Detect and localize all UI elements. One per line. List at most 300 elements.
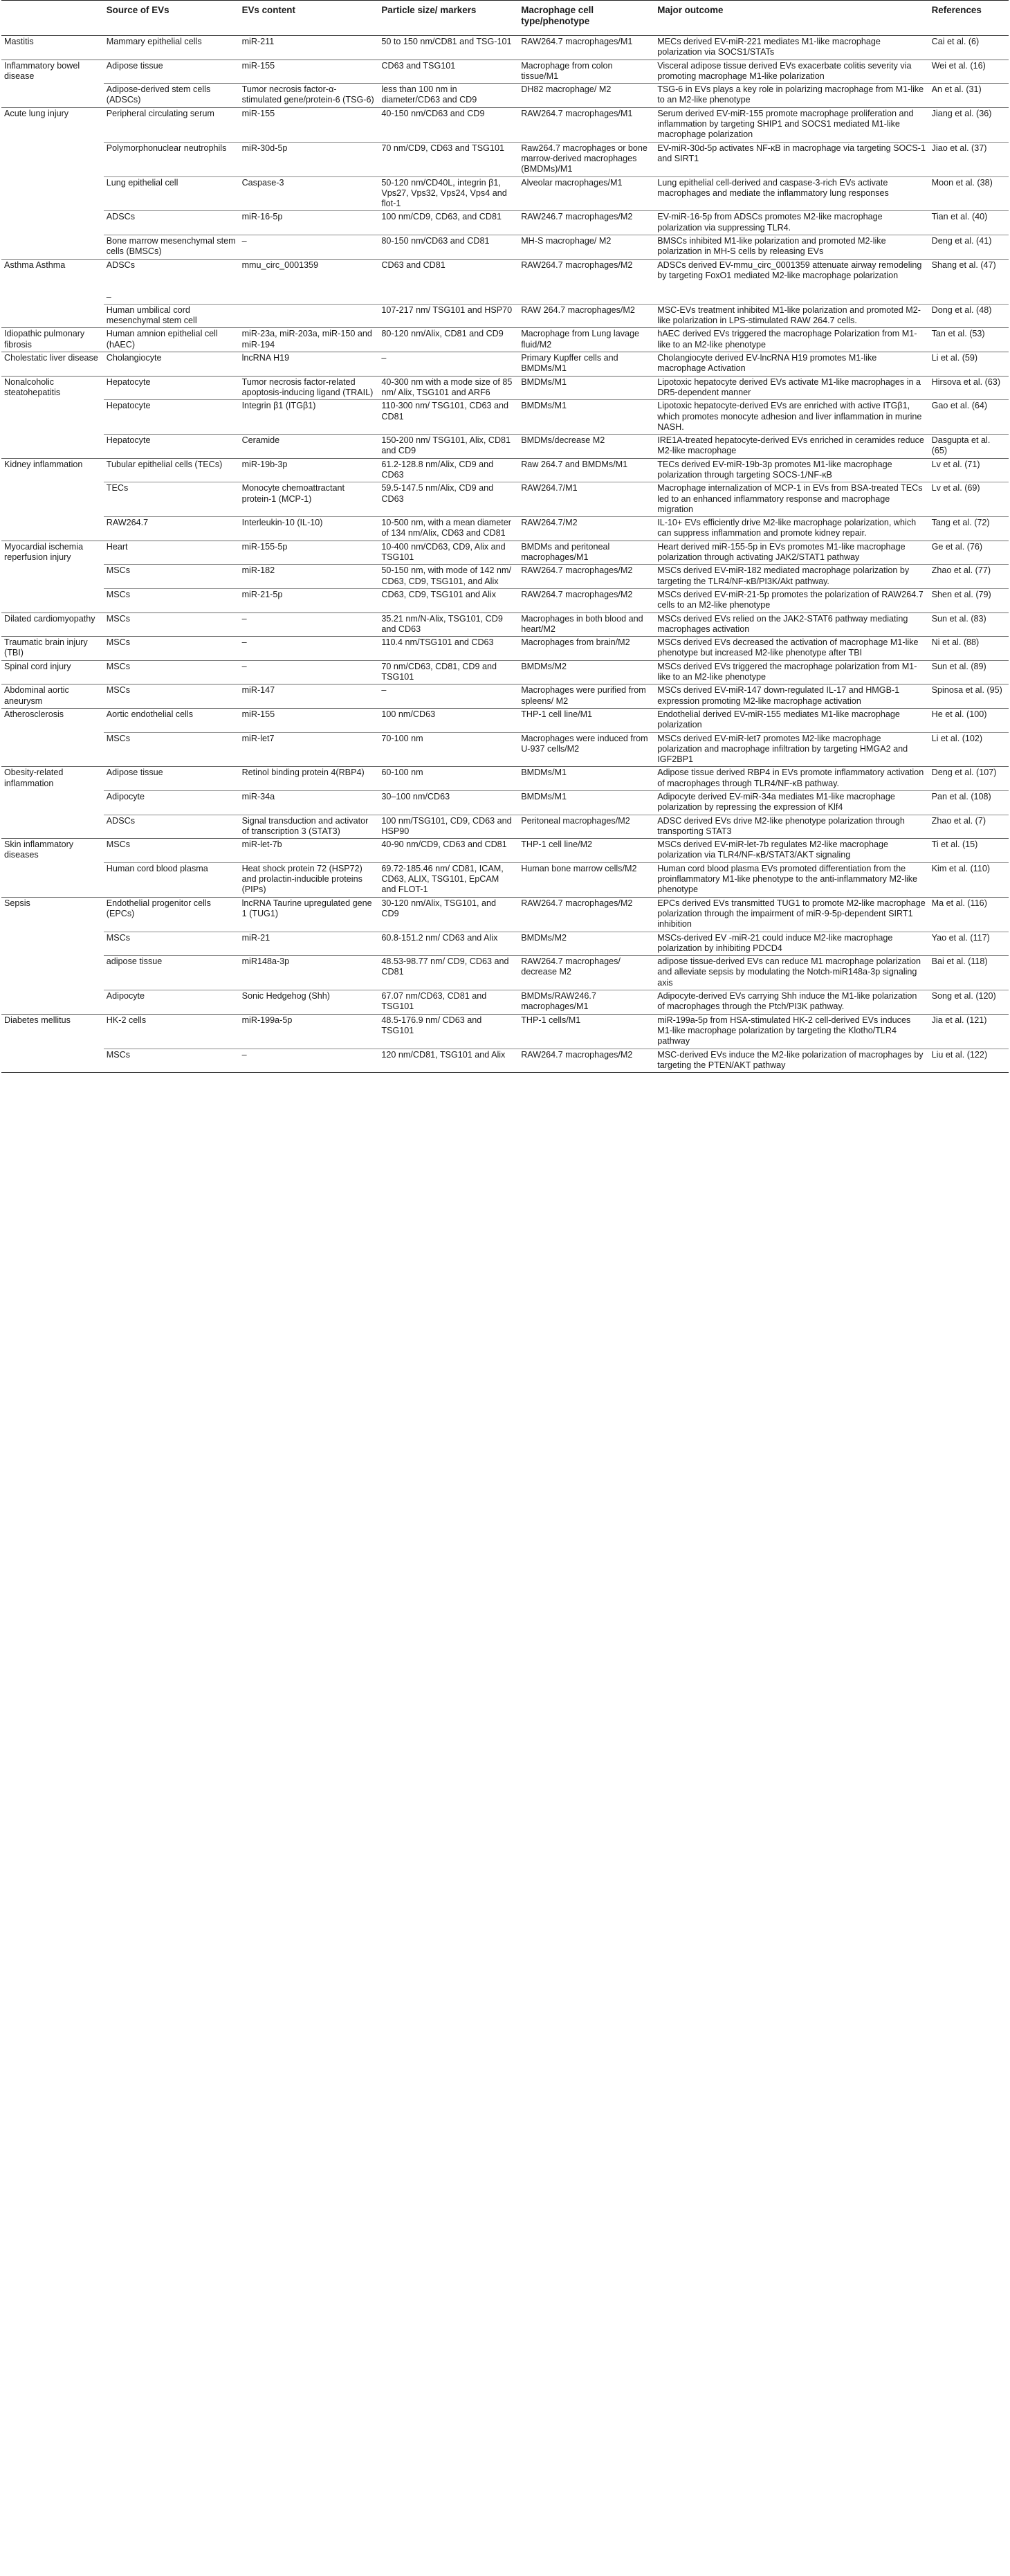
cell-outcome: MSCs derived EV-miR-21-5p promotes the polarization of RAW264.7 cells to an M2-like phenotype	[654, 588, 928, 613]
cell-reference: Shang et al. (47)	[929, 259, 1009, 304]
table-row	[1, 541, 1009, 565]
cell-macrophage: BMDMs/M1	[518, 400, 654, 435]
cell-reference: Ma et al. (116)	[929, 897, 1009, 932]
cell-disease: Nonalcoholic steatohepatitis	[1, 376, 104, 400]
cell-macrophage: BMDMs/M2	[518, 932, 654, 956]
cell-source: Adipose-derived stem cells (ADSCs)	[104, 84, 239, 108]
cell-particle-size: 110.4 nm/TSG101 and CD63	[378, 637, 518, 661]
cell-disease	[1, 1049, 104, 1073]
cell-reference: Song et al. (120)	[929, 990, 1009, 1015]
cell-reference: Li et al. (102)	[929, 732, 1009, 767]
cell-macrophage: RAW246.7 macrophages/M2	[518, 211, 654, 235]
cell-reference: Dasgupta et al. (65)	[929, 435, 1009, 459]
cell-disease: Cholestatic liver disease	[1, 352, 104, 377]
cell-particle-size: 100 nm/CD63	[378, 708, 518, 732]
table-row	[1, 990, 1009, 1015]
table-row	[1, 107, 1009, 142]
cell-outcome: MSCs derived EV-miR-147 down-regulated IL-17 and HMGB-1 expression promoting M2-like macrophage activation	[654, 684, 928, 709]
cell-disease: Myocardial ischemia reperfusion injury	[1, 541, 104, 565]
cell-ev-content: lncRNA H19	[239, 352, 379, 377]
cell-macrophage: RAW264.7 macrophages/M2	[518, 1049, 654, 1073]
cell-source: MSCs	[104, 660, 239, 684]
cell-disease: Asthma Asthma	[1, 259, 104, 304]
cell-macrophage: RAW264.7 macrophages/M2	[518, 565, 654, 589]
cell-macrophage: RAW264.7 macrophages/M1	[518, 107, 654, 142]
cell-macrophage: Peritoneal macrophages/M2	[518, 815, 654, 839]
cell-outcome: MSCs-derived EV -miR-21 could induce M2-like macrophage polarization by inhibiting PDCD4	[654, 932, 928, 956]
cell-disease: Idiopathic pulmonary fibrosis	[1, 328, 104, 352]
cell-source: HK-2 cells	[104, 1014, 239, 1049]
cell-reference: Kim et al. (110)	[929, 862, 1009, 897]
cell-particle-size: 120 nm/CD81, TSG101 and Alix	[378, 1049, 518, 1073]
table-row	[1, 1014, 1009, 1049]
cell-reference: Tang et al. (72)	[929, 517, 1009, 541]
cell-particle-size: 67.07 nm/CD63, CD81 and TSG101	[378, 990, 518, 1015]
cell-ev-content: Ceramide	[239, 435, 379, 459]
cell-reference: Ge et al. (76)	[929, 541, 1009, 565]
table-row	[1, 352, 1009, 377]
cell-macrophage: Alveolar macrophages/M1	[518, 176, 654, 211]
cell-particle-size: 50-120 nm/CD40L, integrin β1, Vps27, Vps32, Vps24, Vps4 and flot-1	[378, 176, 518, 211]
cell-disease	[1, 211, 104, 235]
cell-outcome: MSC-derived EVs induce the M2-like polarization of macrophages by targeting the PTEN/AKT pathway	[654, 1049, 928, 1073]
cell-particle-size: 35.21 nm/N-Alix, TSG101, CD9 and CD63	[378, 613, 518, 637]
cell-disease	[1, 862, 104, 897]
cell-source: MSCs	[104, 684, 239, 709]
table-row	[1, 211, 1009, 235]
cell-outcome: MSCs derived EV-miR-let7 promotes M2-like macrophage polarization and macrophage infiltration by targeting HMGA2 and IGF2BP1	[654, 732, 928, 767]
cell-particle-size: –	[378, 352, 518, 377]
cell-ev-content: miR-182	[239, 565, 379, 589]
cell-disease	[1, 932, 104, 956]
cell-ev-content: miR-34a	[239, 791, 379, 815]
cell-outcome: Macrophage internalization of MCP-1 in EVs from BSA-treated TECs led to an enhanced inflammatory response and macrophage migration	[654, 482, 928, 517]
table-row	[1, 815, 1009, 839]
cell-ev-content: Interleukin-10 (IL-10)	[239, 517, 379, 541]
cell-source: MSCs	[104, 565, 239, 589]
cell-reference: Ni et al. (88)	[929, 637, 1009, 661]
cell-source: Hepatocyte	[104, 435, 239, 459]
cell-reference: Jiao et al. (37)	[929, 142, 1009, 176]
cell-source: MSCs	[104, 732, 239, 767]
cell-disease	[1, 84, 104, 108]
cell-ev-content: miR-16-5p	[239, 211, 379, 235]
cell-source: Cholangiocyte	[104, 352, 239, 377]
cell-outcome: MSC-EVs treatment inhibited M1-like polarization and promoted M2-like polarization in LPS-stimulated RAW 264.7 cells.	[654, 304, 928, 328]
header-disease	[1, 1, 104, 36]
table-row	[1, 60, 1009, 84]
cell-particle-size: 59.5-147.5 nm/Alix, CD9 and CD63	[378, 482, 518, 517]
table-row	[1, 1049, 1009, 1073]
table-row	[1, 328, 1009, 352]
cell-outcome: TECs derived EV-miR-19b-3p promotes M1-like macrophage polarization through targeting SOCS-1/NF-κB	[654, 458, 928, 482]
cell-particle-size: 60.8-151.2 nm/ CD63 and Alix	[378, 932, 518, 956]
cell-source: Human umbilical cord mesenchymal stem cell	[104, 304, 239, 328]
cell-source: TECs	[104, 482, 239, 517]
cell-reference: Deng et al. (107)	[929, 767, 1009, 791]
cell-outcome: MSCs derived EVs relied on the JAK2-STAT6 pathway mediating macrophages activation	[654, 613, 928, 637]
table-row	[1, 36, 1009, 60]
table-row	[1, 176, 1009, 211]
cell-ev-content: Integrin β1 (ITGβ1)	[239, 400, 379, 435]
cell-macrophage: RAW264.7 macrophages/ decrease M2	[518, 956, 654, 990]
cell-ev-content: mmu_circ_0001359	[239, 259, 379, 304]
cell-disease: Atherosclerosis	[1, 708, 104, 732]
cell-ev-content: Heat shock protein 72 (HSP72) and prolactin-inducible proteins (PIPs)	[239, 862, 379, 897]
cell-disease: Obesity-related inflammation	[1, 767, 104, 791]
table-row	[1, 897, 1009, 932]
cell-source: Adipose tissue	[104, 60, 239, 84]
cell-ev-content: miR-23a, miR-203a, miR-150 and miR-194	[239, 328, 379, 352]
cell-reference: Li et al. (59)	[929, 352, 1009, 377]
cell-particle-size: 61.2-128.8 nm/Alix, CD9 and CD63	[378, 458, 518, 482]
cell-reference: Ti et al. (15)	[929, 839, 1009, 863]
cell-reference: Bai et al. (118)	[929, 956, 1009, 990]
cell-outcome: TSG-6 in EVs plays a key role in polarizing macrophage from M1-like to an M2-like phenotype	[654, 84, 928, 108]
cell-particle-size: 80-120 nm/Alix, CD81 and CD9	[378, 328, 518, 352]
ev-macrophage-table-container	[1, 0, 1009, 1073]
table-header-row	[1, 1, 1009, 36]
table-row	[1, 613, 1009, 637]
cell-ev-content: miR148a-3p	[239, 956, 379, 990]
cell-source: Adipose tissue	[104, 767, 239, 791]
cell-particle-size: 70 nm/CD63, CD81, CD9 and TSG101	[378, 660, 518, 684]
cell-reference: Liu et al. (122)	[929, 1049, 1009, 1073]
cell-source: adipose tissue	[104, 956, 239, 990]
cell-ev-content: miR-155-5p	[239, 541, 379, 565]
cell-ev-content: Tumor necrosis factor-α-stimulated gene/protein-6 (TSG-6)	[239, 84, 379, 108]
cell-macrophage: BMDMs and peritoneal macrophages/M1	[518, 541, 654, 565]
cell-outcome: Lung epithelial cell-derived and caspase-3-rich EVs activate macrophages and mediate the inflammatory lung responses	[654, 176, 928, 211]
cell-particle-size: CD63 and CD81	[378, 259, 518, 304]
cell-ev-content: –	[239, 613, 379, 637]
cell-reference: Cai et al. (6)	[929, 36, 1009, 60]
cell-disease	[1, 791, 104, 815]
cell-ev-content: –	[239, 1049, 379, 1073]
cell-outcome: Lipotoxic hepatocyte derived EVs activate M1-like macrophages in a DR5-dependent manner	[654, 376, 928, 400]
cell-particle-size: 107-217 nm/ TSG101 and HSP70	[378, 304, 518, 328]
cell-macrophage: Raw 264.7 and BMDMs/M1	[518, 458, 654, 482]
cell-ev-content: miR-let7	[239, 732, 379, 767]
cell-source: Polymorphonuclear neutrophils	[104, 142, 239, 176]
table-row	[1, 839, 1009, 863]
cell-source: MSCs	[104, 588, 239, 613]
cell-particle-size: 48.5-176.9 nm/ CD63 and TSG101	[378, 1014, 518, 1049]
cell-ev-content: miR-155	[239, 107, 379, 142]
cell-particle-size: 30-120 nm/Alix, TSG101, and CD9	[378, 897, 518, 932]
header-outcome: Major outcome	[654, 1, 928, 36]
cell-macrophage: THP-1 cells/M1	[518, 1014, 654, 1049]
cell-reference: Moon et al. (38)	[929, 176, 1009, 211]
cell-macrophage: BMDMs/M1	[518, 791, 654, 815]
header-macrophage: Macrophage cell type/phenotype	[518, 1, 654, 36]
cell-macrophage: BMDMs/M1	[518, 376, 654, 400]
table-row	[1, 767, 1009, 791]
table-row	[1, 956, 1009, 990]
cell-disease: Diabetes mellitus	[1, 1014, 104, 1049]
cell-disease: Abdominal aortic aneurysm	[1, 684, 104, 709]
table-row	[1, 708, 1009, 732]
cell-macrophage: Macrophages from brain/M2	[518, 637, 654, 661]
cell-outcome: hAEC derived EVs triggered the macrophage Polarization from M1-like to an M2-like phenotype	[654, 328, 928, 352]
cell-reference: Sun et al. (89)	[929, 660, 1009, 684]
cell-particle-size: 100 nm/CD9, CD63, and CD81	[378, 211, 518, 235]
cell-source: MSCs	[104, 839, 239, 863]
cell-disease	[1, 588, 104, 613]
cell-ev-content: lncRNA Taurine upregulated gene 1 (TUG1)	[239, 897, 379, 932]
cell-reference: Lv et al. (71)	[929, 458, 1009, 482]
cell-macrophage: MH-S macrophage/ M2	[518, 235, 654, 260]
table-body	[1, 36, 1009, 1073]
cell-disease	[1, 990, 104, 1015]
cell-particle-size: 69.72-185.46 nm/ CD81, ICAM, CD63, ALIX, TSG101, EpCAM and FLOT-1	[378, 862, 518, 897]
cell-macrophage: Macrophages were induced from U-937 cells/M2	[518, 732, 654, 767]
cell-reference: An et al. (31)	[929, 84, 1009, 108]
cell-macrophage: THP-1 cell line/M1	[518, 708, 654, 732]
cell-outcome: MECs derived EV-miR-221 mediates M1-like macrophage polarization via SOCS1/STATs	[654, 36, 928, 60]
cell-disease: Inflammatory bowel disease	[1, 60, 104, 84]
cell-outcome: EPCs derived EVs transmitted TUG1 to promote M2-like macrophage polarization through the impairment of miR-9-5p-dependent SIRT1 inhibition	[654, 897, 928, 932]
cell-source: Aortic endothelial cells	[104, 708, 239, 732]
cell-outcome: Adipocyte-derived EVs carrying Shh induce the M1-like polarization of macrophages through the Ptch/PI3K pathway.	[654, 990, 928, 1015]
cell-particle-size: 40-90 nm/CD9, CD63 and CD81	[378, 839, 518, 863]
cell-source: Mammary epithelial cells	[104, 36, 239, 60]
cell-ev-content: Sonic Hedgehog (Shh)	[239, 990, 379, 1015]
cell-macrophage: Macrophages were purified from spleens/ M2	[518, 684, 654, 709]
cell-reference: Jia et al. (121)	[929, 1014, 1009, 1049]
cell-ev-content: Tumor necrosis factor-related apoptosis-inducing ligand (TRAIL)	[239, 376, 379, 400]
cell-macrophage: RAW264.7 macrophages/M1	[518, 36, 654, 60]
cell-reference: Jiang et al. (36)	[929, 107, 1009, 142]
cell-macrophage: RAW264.7 macrophages/M2	[518, 897, 654, 932]
cell-macrophage: RAW 264.7 macrophages/M2	[518, 304, 654, 328]
cell-disease	[1, 304, 104, 328]
table-row	[1, 660, 1009, 684]
table-row	[1, 259, 1009, 304]
cell-macrophage: Human bone marrow cells/M2	[518, 862, 654, 897]
cell-reference: Shen et al. (79)	[929, 588, 1009, 613]
cell-reference: Tan et al. (53)	[929, 328, 1009, 352]
cell-macrophage: Macrophage from colon tissue/M1	[518, 60, 654, 84]
cell-disease: Kidney inflammation	[1, 458, 104, 482]
cell-ev-content: –	[239, 235, 379, 260]
header-references: References	[929, 1, 1009, 36]
cell-reference: Pan et al. (108)	[929, 791, 1009, 815]
cell-outcome: Heart derived miR-155-5p in EVs promotes M1-like macrophage polarization through activating JAK2/STAT1 pathway	[654, 541, 928, 565]
cell-macrophage: Primary Kupffer cells and BMDMs/M1	[518, 352, 654, 377]
table-row	[1, 304, 1009, 328]
cell-reference: Dong et al. (48)	[929, 304, 1009, 328]
cell-macrophage: BMDMs/M1	[518, 767, 654, 791]
cell-outcome: Cholangiocyte derived EV-lncRNA H19 promotes M1-like macrophage Activation	[654, 352, 928, 377]
cell-disease: Skin inflammatory diseases	[1, 839, 104, 863]
cell-disease	[1, 482, 104, 517]
table-row	[1, 458, 1009, 482]
cell-source: Human amnion epithelial cell (hAEC)	[104, 328, 239, 352]
header-particle-size: Particle size/ markers	[378, 1, 518, 36]
cell-outcome: MSCs derived EV-miR-182 mediated macrophage polarization by targeting the TLR4/NF-κB/PI3K/Akt pathway.	[654, 565, 928, 589]
cell-reference: Hirsova et al. (63)	[929, 376, 1009, 400]
cell-reference: Lv et al. (69)	[929, 482, 1009, 517]
cell-source: Bone marrow mesenchymal stem cells (BMSCs)	[104, 235, 239, 260]
cell-reference: Wei et al. (16)	[929, 60, 1009, 84]
cell-source: RAW264.7	[104, 517, 239, 541]
cell-particle-size: 50 to 150 nm/CD81 and TSG-101	[378, 36, 518, 60]
cell-source: Heart	[104, 541, 239, 565]
cell-outcome: Human cord blood plasma EVs promoted differentiation from the proinflammatory M1-like phenotype to the anti-inflammatory M2-like phenotype	[654, 862, 928, 897]
cell-source: ADSCs	[104, 211, 239, 235]
cell-disease	[1, 732, 104, 767]
table-row	[1, 588, 1009, 613]
cell-ev-content: miR-21-5p	[239, 588, 379, 613]
cell-source: Hepatocyte	[104, 400, 239, 435]
cell-macrophage: RAW264.7/M2	[518, 517, 654, 541]
cell-disease: Spinal cord injury	[1, 660, 104, 684]
cell-particle-size: 10-500 nm, with a mean diameter of 134 nm/Alix, CD63 and CD81	[378, 517, 518, 541]
cell-source: MSCs	[104, 932, 239, 956]
cell-macrophage: THP-1 cell line/M2	[518, 839, 654, 863]
cell-ev-content: –	[239, 660, 379, 684]
cell-ev-content: miR-let-7b	[239, 839, 379, 863]
cell-particle-size: less than 100 nm in diameter/CD63 and CD9	[378, 84, 518, 108]
cell-disease	[1, 142, 104, 176]
cell-source: Endothelial progenitor cells (EPCs)	[104, 897, 239, 932]
cell-source: Hepatocyte	[104, 376, 239, 400]
cell-particle-size: CD63 and TSG101	[378, 60, 518, 84]
cell-reference: Gao et al. (64)	[929, 400, 1009, 435]
cell-ev-content: miR-147	[239, 684, 379, 709]
table-row	[1, 376, 1009, 400]
cell-disease	[1, 517, 104, 541]
cell-macrophage: Macrophages in both blood and heart/M2	[518, 613, 654, 637]
header-content: EVs content	[239, 1, 379, 36]
cell-disease	[1, 565, 104, 589]
table-row	[1, 932, 1009, 956]
cell-reference: Sun et al. (83)	[929, 613, 1009, 637]
table-row	[1, 400, 1009, 435]
cell-macrophage: Raw264.7 macrophages or bone marrow-derived macrophages (BMDMs)/M1	[518, 142, 654, 176]
cell-disease	[1, 400, 104, 435]
cell-disease	[1, 435, 104, 459]
cell-macrophage: RAW264.7 macrophages/M2	[518, 588, 654, 613]
cell-macrophage: BMDMs/M2	[518, 660, 654, 684]
cell-particle-size: 100 nm/TSG101, CD9, CD63 and HSP90	[378, 815, 518, 839]
cell-disease	[1, 176, 104, 211]
cell-ev-content: miR-21	[239, 932, 379, 956]
cell-particle-size: 10-400 nm/CD63, CD9, Alix and TSG101	[378, 541, 518, 565]
cell-macrophage: RAW264.7/M1	[518, 482, 654, 517]
cell-source: Peripheral circulating serum	[104, 107, 239, 142]
cell-particle-size: 30–100 nm/CD63	[378, 791, 518, 815]
cell-disease: Traumatic brain injury (TBI)	[1, 637, 104, 661]
cell-outcome: adipose tissue-derived EVs can reduce M1 macrophage polarization and alleviate sepsis by modulating the Notch-miR148a-3p signaling axis	[654, 956, 928, 990]
cell-particle-size: 40-300 nm with a mode size of 85 nm/ Alix, TSG101 and ARF6	[378, 376, 518, 400]
cell-ev-content: Monocyte chemoattractant protein-1 (MCP-1)	[239, 482, 379, 517]
header-source: Source of EVs	[104, 1, 239, 36]
cell-outcome: MSCs derived EVs decreased the activation of macrophage M1-like phenotype but increased M2-like phenotype after TBI	[654, 637, 928, 661]
cell-ev-content: miR-155	[239, 60, 379, 84]
cell-ev-content	[239, 304, 379, 328]
cell-source: MSCs	[104, 637, 239, 661]
table-row	[1, 435, 1009, 459]
cell-outcome: miR-199a-5p from HSA-stimulated HK-2 cell-derived EVs induces M1-like macrophage polarization by targeting the Klotho/TLR4 pathway	[654, 1014, 928, 1049]
cell-outcome: MSCs derived EV-miR-let-7b regulates M2-like macrophage polarization via TLR4/NF-κB/STAT3/AKT signaling	[654, 839, 928, 863]
table-row	[1, 637, 1009, 661]
cell-particle-size: 50-150 nm, with mode of 142 nm/ CD63, CD9, TSG101, and Alix	[378, 565, 518, 589]
cell-outcome: Visceral adipose tissue derived EVs exacerbate colitis severity via promoting macrophage M1-like polarization	[654, 60, 928, 84]
cell-outcome: EV-miR-16-5p from ADSCs promotes M2-like macrophage polarization via suppressing TLR4.	[654, 211, 928, 235]
cell-disease: Sepsis	[1, 897, 104, 932]
cell-particle-size: CD63, CD9, TSG101 and Alix	[378, 588, 518, 613]
cell-outcome: IL-10+ EVs efficiently drive M2-like macrophage polarization, which can suppress inflammation and promote kidney repair.	[654, 517, 928, 541]
table-row	[1, 732, 1009, 767]
cell-particle-size: 110-300 nm/ TSG101, CD63 and CD81	[378, 400, 518, 435]
cell-reference: Spinosa et al. (95)	[929, 684, 1009, 709]
cell-reference: Deng et al. (41)	[929, 235, 1009, 260]
cell-particle-size: –	[378, 684, 518, 709]
table-row	[1, 862, 1009, 897]
table-row	[1, 517, 1009, 541]
cell-ev-content: miR-155	[239, 708, 379, 732]
cell-source: Adipocyte	[104, 990, 239, 1015]
cell-outcome: MSCs derived EVs triggered the macrophage polarization from M1-like to an M2-like phenotype	[654, 660, 928, 684]
cell-disease	[1, 815, 104, 839]
cell-source: MSCs	[104, 1049, 239, 1073]
cell-source: ADSCs –	[104, 259, 239, 304]
cell-disease: Mastitis	[1, 36, 104, 60]
cell-macrophage: Macrophage from Lung lavage fluid/M2	[518, 328, 654, 352]
cell-reference: Tian et al. (40)	[929, 211, 1009, 235]
table-row	[1, 482, 1009, 517]
cell-source: Adipocyte	[104, 791, 239, 815]
cell-outcome: BMSCs inhibited M1-like polarization and promoted M2-like polarization in MH-S cells by releasing EVs	[654, 235, 928, 260]
cell-ev-content: –	[239, 637, 379, 661]
cell-outcome: Endothelial derived EV-miR-155 mediates M1-like macrophage polarization	[654, 708, 928, 732]
cell-macrophage: DH82 macrophage/ M2	[518, 84, 654, 108]
cell-source: Tubular epithelial cells (TECs)	[104, 458, 239, 482]
cell-outcome: ADSC derived EVs drive M2-like phenotype polarization through transporting STAT3	[654, 815, 928, 839]
cell-macrophage: BMDMs/decrease M2	[518, 435, 654, 459]
cell-disease	[1, 235, 104, 260]
cell-particle-size: 80-150 nm/CD63 and CD81	[378, 235, 518, 260]
cell-reference: Zhao et al. (77)	[929, 565, 1009, 589]
cell-source: ADSCs	[104, 815, 239, 839]
cell-macrophage: RAW264.7 macrophages/M2	[518, 259, 654, 304]
cell-source: Human cord blood plasma	[104, 862, 239, 897]
cell-source: Lung epithelial cell	[104, 176, 239, 211]
table-row	[1, 565, 1009, 589]
cell-outcome: Serum derived EV-miR-155 promote macrophage proliferation and inflammation by targeting SHIP1 and SOCS1 mediated M1-like macrophage polarization	[654, 107, 928, 142]
cell-disease: Acute lung injury	[1, 107, 104, 142]
cell-disease: Dilated cardiomyopathy	[1, 613, 104, 637]
cell-particle-size: 48.53-98.77 nm/ CD9, CD63 and CD81	[378, 956, 518, 990]
table-row	[1, 142, 1009, 176]
cell-source: MSCs	[104, 613, 239, 637]
cell-outcome: ADSCs derived EV-mmu_circ_0001359 attenuate airway remodeling by targeting FoxO1 mediated M2-like macrophage polarization	[654, 259, 928, 304]
table-row	[1, 235, 1009, 260]
cell-ev-content: miR-19b-3p	[239, 458, 379, 482]
cell-disease	[1, 956, 104, 990]
cell-ev-content: Caspase-3	[239, 176, 379, 211]
cell-particle-size: 40-150 nm/CD63 and CD9	[378, 107, 518, 142]
cell-particle-size: 70 nm/CD9, CD63 and TSG101	[378, 142, 518, 176]
cell-ev-content: miR-211	[239, 36, 379, 60]
cell-reference: He et al. (100)	[929, 708, 1009, 732]
cell-particle-size: 70-100 nm	[378, 732, 518, 767]
cell-particle-size: 60-100 nm	[378, 767, 518, 791]
cell-outcome: Lipotoxic hepatocyte-derived EVs are enriched with active ITGβ1, which promotes monocyte adhesion and liver inflammation in murine NASH.	[654, 400, 928, 435]
cell-ev-content: Signal transduction and activator of transcription 3 (STAT3)	[239, 815, 379, 839]
